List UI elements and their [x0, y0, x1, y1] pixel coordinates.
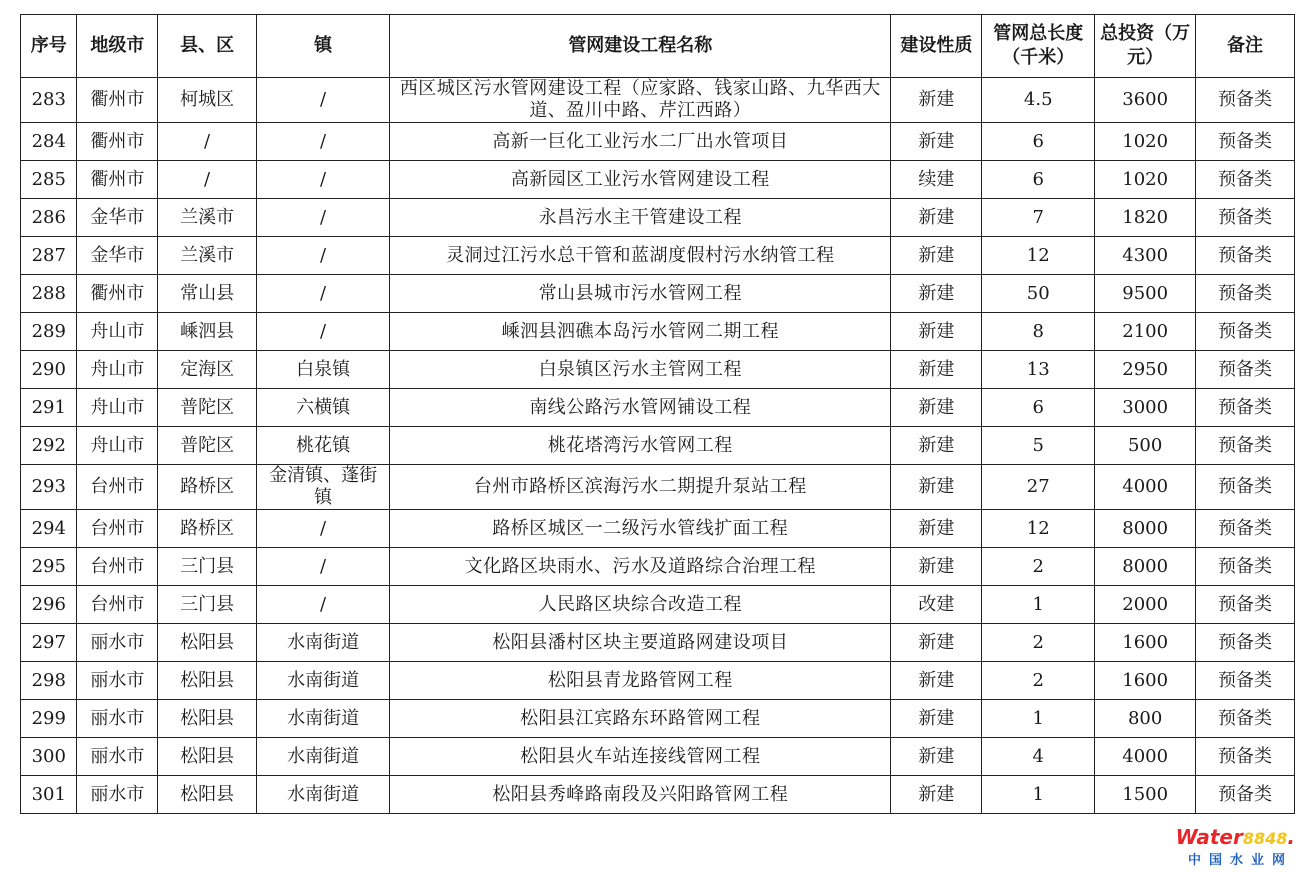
cell-city: 衢州市 — [77, 161, 158, 199]
cell-length: 6 — [982, 161, 1095, 199]
cell-length: 12 — [982, 237, 1095, 275]
cell-invest: 800 — [1095, 700, 1196, 738]
cell-city: 丽水市 — [77, 662, 158, 700]
cell-county: 常山县 — [158, 275, 257, 313]
cell-nature: 新建 — [891, 237, 982, 275]
cell-nature: 续建 — [891, 161, 982, 199]
cell-town: 水南街道 — [257, 738, 390, 776]
cell-length: 8 — [982, 313, 1095, 351]
cell-seq: 297 — [21, 624, 77, 662]
cell-county: 三门县 — [158, 586, 257, 624]
cell-invest: 4300 — [1095, 237, 1196, 275]
cell-city: 丽水市 — [77, 624, 158, 662]
cell-town: / — [257, 123, 390, 161]
cell-county: 松阳县 — [158, 776, 257, 814]
cell-county: 路桥区 — [158, 465, 257, 510]
cell-invest: 2100 — [1095, 313, 1196, 351]
cell-length: 13 — [982, 351, 1095, 389]
cell-city: 衢州市 — [77, 275, 158, 313]
cell-project: 人民路区块综合改造工程 — [390, 586, 891, 624]
cell-project: 松阳县江宾路东环路管网工程 — [390, 700, 891, 738]
cell-project: 白泉镇区污水主管网工程 — [390, 351, 891, 389]
header-nature: 建设性质 — [891, 15, 982, 78]
cell-nature: 新建 — [891, 465, 982, 510]
cell-project: 桃花塔湾污水管网工程 — [390, 427, 891, 465]
cell-invest: 1020 — [1095, 161, 1196, 199]
cell-county: 松阳县 — [158, 662, 257, 700]
cell-length: 6 — [982, 389, 1095, 427]
cell-seq: 290 — [21, 351, 77, 389]
cell-city: 丽水市 — [77, 700, 158, 738]
table-row — [21, 161, 1295, 199]
cell-city: 舟山市 — [77, 389, 158, 427]
cell-city: 舟山市 — [77, 313, 158, 351]
cell-county: 松阳县 — [158, 700, 257, 738]
cell-seq: 284 — [21, 123, 77, 161]
cell-remark: 预备类 — [1196, 548, 1295, 586]
cell-project: 西区城区污水管网建设工程（应家路、钱家山路、九华西大道、盈川中路、芹江西路） — [390, 78, 891, 123]
cell-city: 金华市 — [77, 237, 158, 275]
cell-remark: 预备类 — [1196, 161, 1295, 199]
cell-town: 白泉镇 — [257, 351, 390, 389]
cell-nature: 新建 — [891, 78, 982, 123]
header-project: 管网建设工程名称 — [390, 15, 891, 78]
cell-invest: 1600 — [1095, 624, 1196, 662]
cell-county: 三门县 — [158, 548, 257, 586]
cell-city: 金华市 — [77, 199, 158, 237]
cell-length: 2 — [982, 624, 1095, 662]
cell-invest: 2000 — [1095, 586, 1196, 624]
table-row — [21, 465, 1295, 510]
cell-town: 水南街道 — [257, 624, 390, 662]
header-remark: 备注 — [1196, 15, 1295, 78]
cell-length: 1 — [982, 700, 1095, 738]
table-row — [21, 510, 1295, 548]
header-town: 镇 — [257, 15, 390, 78]
table-row — [21, 123, 1295, 161]
cell-town: / — [257, 237, 390, 275]
cell-nature: 新建 — [891, 313, 982, 351]
cell-seq: 288 — [21, 275, 77, 313]
cell-seq: 299 — [21, 700, 77, 738]
cell-remark: 预备类 — [1196, 313, 1295, 351]
cell-seq: 287 — [21, 237, 77, 275]
cell-invest: 2950 — [1095, 351, 1196, 389]
cell-county: 嵊泗县 — [158, 313, 257, 351]
cell-city: 舟山市 — [77, 427, 158, 465]
cell-project: 台州市路桥区滨海污水二期提升泵站工程 — [390, 465, 891, 510]
cell-project: 路桥区城区一二级污水管线扩面工程 — [390, 510, 891, 548]
cell-remark: 预备类 — [1196, 237, 1295, 275]
cell-length: 6 — [982, 123, 1095, 161]
cell-seq: 289 — [21, 313, 77, 351]
cell-seq: 283 — [21, 78, 77, 123]
cell-town: / — [257, 313, 390, 351]
cell-town: 桃花镇 — [257, 427, 390, 465]
cell-county: 柯城区 — [158, 78, 257, 123]
cell-town: 水南街道 — [257, 776, 390, 814]
cell-invest: 8000 — [1095, 548, 1196, 586]
cell-county: 松阳县 — [158, 738, 257, 776]
cell-invest: 1600 — [1095, 662, 1196, 700]
cell-invest: 3600 — [1095, 78, 1196, 123]
cell-county: 兰溪市 — [158, 199, 257, 237]
cell-length: 27 — [982, 465, 1095, 510]
cell-city: 台州市 — [77, 510, 158, 548]
cell-project: 南线公路污水管网铺设工程 — [390, 389, 891, 427]
cell-invest: 1820 — [1095, 199, 1196, 237]
cell-project: 高新一巨化工业污水二厂出水管项目 — [390, 123, 891, 161]
header-seq: 序号 — [21, 15, 77, 78]
cell-invest: 500 — [1095, 427, 1196, 465]
cell-city: 丽水市 — [77, 776, 158, 814]
header-city: 地级市 — [77, 15, 158, 78]
cell-project: 高新园区工业污水管网建设工程 — [390, 161, 891, 199]
cell-nature: 新建 — [891, 510, 982, 548]
watermark-subtitle: 中国水业网 — [1187, 853, 1293, 868]
cell-town: / — [257, 586, 390, 624]
cell-nature: 新建 — [891, 199, 982, 237]
cell-county: 兰溪市 — [158, 237, 257, 275]
cell-town: / — [257, 510, 390, 548]
cell-city: 舟山市 — [77, 351, 158, 389]
cell-nature: 新建 — [891, 776, 982, 814]
table-row — [21, 351, 1295, 389]
cell-remark: 预备类 — [1196, 78, 1295, 123]
cell-seq: 293 — [21, 465, 77, 510]
cell-town: / — [257, 548, 390, 586]
table-row — [21, 427, 1295, 465]
cell-town: 水南街道 — [257, 700, 390, 738]
table-row — [21, 389, 1295, 427]
header-length: 管网总长度（千米） — [982, 15, 1095, 78]
cell-town: / — [257, 199, 390, 237]
cell-length: 7 — [982, 199, 1095, 237]
cell-nature: 新建 — [891, 123, 982, 161]
cell-seq: 295 — [21, 548, 77, 586]
table-row — [21, 548, 1295, 586]
cell-town: / — [257, 78, 390, 123]
cell-length: 1 — [982, 776, 1095, 814]
cell-remark: 预备类 — [1196, 465, 1295, 510]
table-row — [21, 313, 1295, 351]
cell-county: 松阳县 — [158, 624, 257, 662]
cell-nature: 新建 — [891, 700, 982, 738]
cell-seq: 292 — [21, 427, 77, 465]
cell-remark: 预备类 — [1196, 199, 1295, 237]
table-row — [21, 586, 1295, 624]
cell-invest: 8000 — [1095, 510, 1196, 548]
cell-seq: 286 — [21, 199, 77, 237]
table-row — [21, 662, 1295, 700]
cell-city: 衢州市 — [77, 123, 158, 161]
cell-project: 灵洞过江污水总干管和蓝湖度假村污水纳管工程 — [390, 237, 891, 275]
cell-remark: 预备类 — [1196, 351, 1295, 389]
cell-length: 4.5 — [982, 78, 1095, 123]
cell-city: 台州市 — [77, 548, 158, 586]
watermark-brand: Water8848. — [1175, 825, 1295, 849]
cell-county: 普陀区 — [158, 389, 257, 427]
cell-invest: 4000 — [1095, 465, 1196, 510]
header-county: 县、区 — [158, 15, 257, 78]
cell-nature: 新建 — [891, 662, 982, 700]
cell-remark: 预备类 — [1196, 123, 1295, 161]
cell-city: 台州市 — [77, 586, 158, 624]
table-row — [21, 199, 1295, 237]
cell-county: 路桥区 — [158, 510, 257, 548]
cell-nature: 新建 — [891, 389, 982, 427]
cell-seq: 285 — [21, 161, 77, 199]
cell-county: / — [158, 123, 257, 161]
cell-nature: 新建 — [891, 351, 982, 389]
cell-project: 嵊泗县泗礁本岛污水管网二期工程 — [390, 313, 891, 351]
cell-length: 5 — [982, 427, 1095, 465]
cell-invest: 9500 — [1095, 275, 1196, 313]
cell-length: 4 — [982, 738, 1095, 776]
cell-nature: 新建 — [891, 548, 982, 586]
cell-seq: 300 — [21, 738, 77, 776]
cell-nature: 新建 — [891, 427, 982, 465]
cell-project: 文化路区块雨水、污水及道路综合治理工程 — [390, 548, 891, 586]
cell-remark: 预备类 — [1196, 586, 1295, 624]
cell-length: 12 — [982, 510, 1095, 548]
cell-invest: 1500 — [1095, 776, 1196, 814]
cell-remark: 预备类 — [1196, 624, 1295, 662]
cell-seq: 301 — [21, 776, 77, 814]
cell-remark: 预备类 — [1196, 738, 1295, 776]
cell-project: 松阳县潘村区块主要道路网建设项目 — [390, 624, 891, 662]
cell-town: 六横镇 — [257, 389, 390, 427]
cell-remark: 预备类 — [1196, 700, 1295, 738]
cell-city: 台州市 — [77, 465, 158, 510]
cell-remark: 预备类 — [1196, 389, 1295, 427]
cell-county: / — [158, 161, 257, 199]
table-row — [21, 738, 1295, 776]
table-body — [21, 78, 1295, 814]
watermark-logo — [1175, 826, 1295, 868]
cell-seq: 296 — [21, 586, 77, 624]
cell-invest: 3000 — [1095, 389, 1196, 427]
cell-town: / — [257, 161, 390, 199]
cell-nature: 改建 — [891, 586, 982, 624]
cell-county: 普陀区 — [158, 427, 257, 465]
cell-county: 定海区 — [158, 351, 257, 389]
header-invest: 总投资（万元） — [1095, 15, 1196, 78]
cell-length: 1 — [982, 586, 1095, 624]
cell-project: 松阳县火车站连接线管网工程 — [390, 738, 891, 776]
header-row — [21, 15, 1295, 78]
table-row — [21, 700, 1295, 738]
cell-remark: 预备类 — [1196, 662, 1295, 700]
cell-length: 2 — [982, 548, 1095, 586]
cell-project: 永昌污水主干管建设工程 — [390, 199, 891, 237]
table-row — [21, 237, 1295, 275]
cell-remark: 预备类 — [1196, 275, 1295, 313]
table-row — [21, 275, 1295, 313]
cell-seq: 291 — [21, 389, 77, 427]
cell-remark: 预备类 — [1196, 776, 1295, 814]
cell-city: 衢州市 — [77, 78, 158, 123]
cell-length: 50 — [982, 275, 1095, 313]
project-table — [20, 14, 1295, 814]
table-row — [21, 78, 1295, 123]
cell-project: 松阳县秀峰路南段及兴阳路管网工程 — [390, 776, 891, 814]
cell-town: / — [257, 275, 390, 313]
cell-nature: 新建 — [891, 738, 982, 776]
cell-invest: 4000 — [1095, 738, 1196, 776]
cell-remark: 预备类 — [1196, 510, 1295, 548]
cell-remark: 预备类 — [1196, 427, 1295, 465]
cell-project: 常山县城市污水管网工程 — [390, 275, 891, 313]
cell-seq: 298 — [21, 662, 77, 700]
cell-town: 水南街道 — [257, 662, 390, 700]
cell-nature: 新建 — [891, 275, 982, 313]
cell-town: 金清镇、蓬街镇 — [257, 465, 390, 510]
table-row — [21, 776, 1295, 814]
table-row — [21, 624, 1295, 662]
cell-project: 松阳县青龙路管网工程 — [390, 662, 891, 700]
cell-invest: 1020 — [1095, 123, 1196, 161]
cell-nature: 新建 — [891, 624, 982, 662]
cell-length: 2 — [982, 662, 1095, 700]
cell-city: 丽水市 — [77, 738, 158, 776]
cell-seq: 294 — [21, 510, 77, 548]
